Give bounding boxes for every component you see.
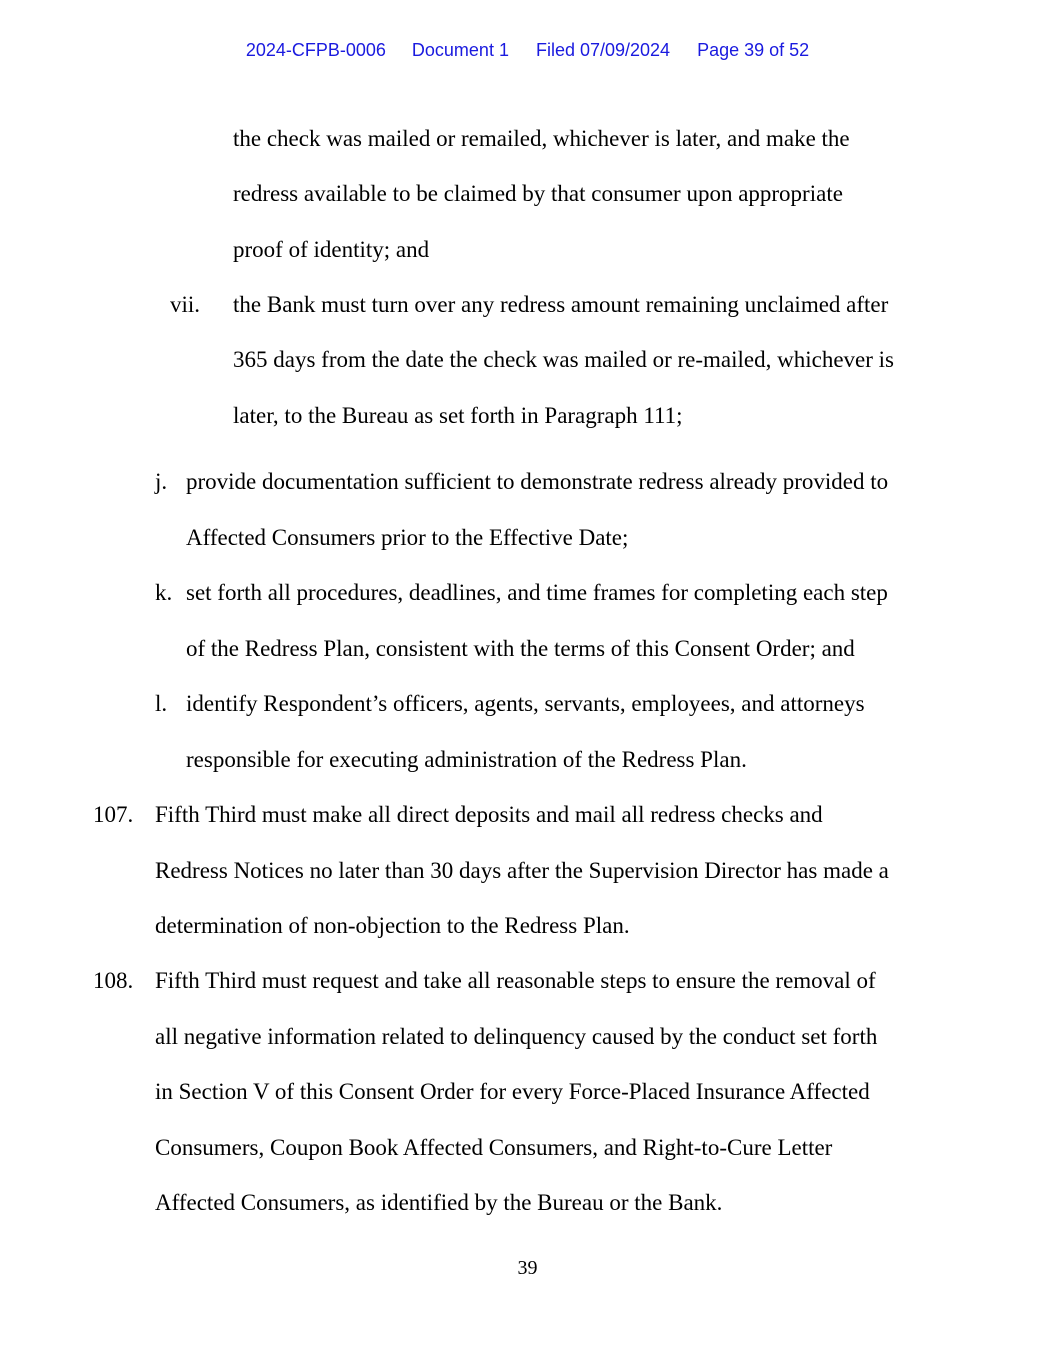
- paragraph-107-line: Redress Notices no later than 30 days after the Supervision Director has made a: [155, 858, 889, 883]
- item-l-marker: l.: [155, 691, 168, 716]
- item-k-marker: k.: [155, 580, 173, 605]
- item-k-line: set forth all procedures, deadlines, and time frames for completing each step: [186, 580, 888, 605]
- paragraph-107-number: 107.: [93, 802, 134, 827]
- item-j-line: provide documentation sufficient to demonstrate redress already provided to: [186, 469, 889, 494]
- item-j-line: Affected Consumers prior to the Effective Date;: [186, 525, 629, 550]
- continuation-line: proof of identity; and: [233, 237, 430, 262]
- item-k-line: of the Redress Plan, consistent with the terms of this Consent Order; and: [186, 636, 855, 661]
- filed-date: Filed 07/09/2024: [535, 40, 671, 60]
- paragraph-108-line: in Section V of this Consent Order for every Force-Placed Insurance Affected: [155, 1079, 870, 1104]
- item-l-line: identify Respondent’s officers, agents, servants, employees, and attorneys: [186, 691, 865, 716]
- paragraph-107-line: determination of non-objection to the Redress Plan.: [155, 913, 630, 938]
- paragraph-108-line: Affected Consumers, as identified by the Bureau or the Bank.: [155, 1190, 723, 1215]
- continuation-line: the check was mailed or remailed, whichever is later, and make the: [233, 126, 850, 151]
- case-number: 2024-CFPB-0006: [245, 40, 386, 60]
- paragraph-108-line: all negative information related to delinquency caused by the conduct set forth: [155, 1024, 878, 1049]
- item-vii-line: the Bank must turn over any redress amount remaining unclaimed after: [233, 292, 889, 317]
- item-j-marker: j.: [155, 469, 168, 494]
- item-vii-line: 365 days from the date the check was mailed or re-mailed, whichever is: [233, 347, 895, 372]
- item-vii-marker: vii.: [170, 292, 201, 317]
- item-l-line: responsible for executing administration of the Redress Plan.: [186, 747, 747, 772]
- document-label: Document 1: [411, 40, 509, 60]
- continuation-line: redress available to be claimed by that consumer upon appropriate: [233, 181, 843, 206]
- paragraph-108-number: 108.: [93, 968, 134, 993]
- page-number: 39: [517, 1257, 538, 1279]
- paragraph-107-line: Fifth Third must make all direct deposits and mail all redress checks and: [155, 802, 823, 827]
- item-vii-line: later, to the Bureau as set forth in Paragraph 111;: [233, 403, 683, 428]
- court-filing-header: [0, 40, 1055, 61]
- paragraph-108-line: Consumers, Coupon Book Affected Consumers, and Right-to-Cure Letter: [155, 1135, 833, 1160]
- page-indicator: Page 39 of 52: [697, 40, 810, 60]
- paragraph-108-line: Fifth Third must request and take all reasonable steps to ensure the removal of: [155, 968, 876, 993]
